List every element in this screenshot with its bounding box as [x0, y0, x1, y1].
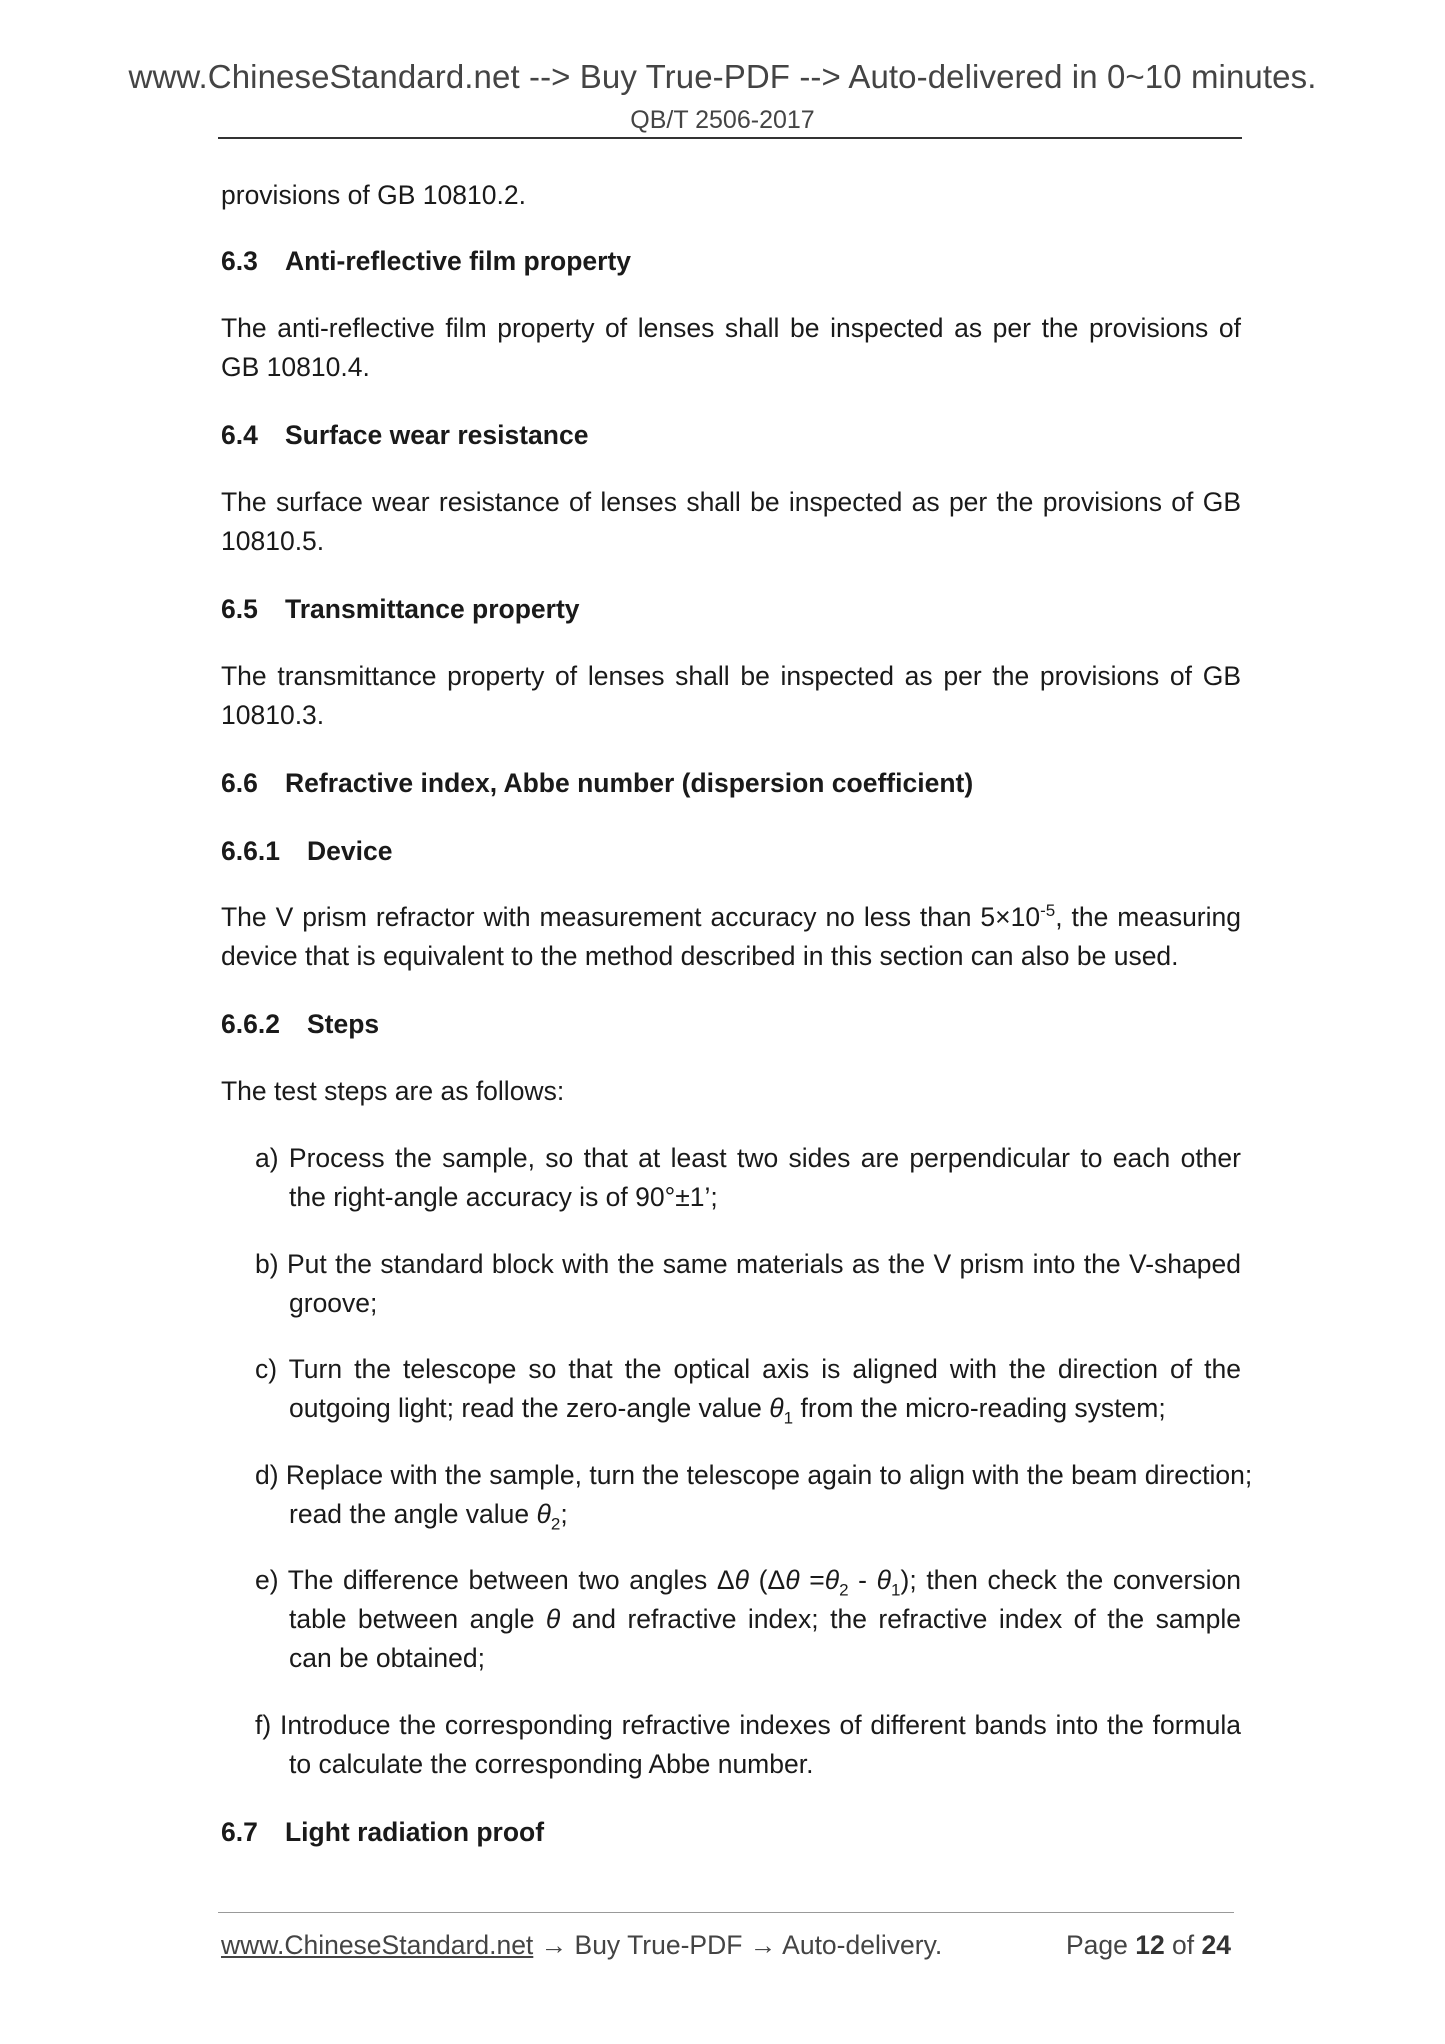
of-word: of — [1164, 1930, 1202, 1960]
heading-number: 6.5 — [221, 594, 258, 624]
subscript: 1 — [783, 1408, 794, 1428]
subscript: 2 — [550, 1514, 561, 1534]
footer-promo-text: → Buy True-PDF → Auto-delivery. — [533, 1930, 943, 1960]
heading-number: 6.6.1 — [221, 836, 280, 866]
step-d — [255, 1456, 1255, 1534]
heading-title: Light radiation proof — [285, 1817, 545, 1847]
heading-title: Steps — [307, 1009, 380, 1039]
subscript: 2 — [839, 1580, 849, 1600]
heading-6-6 — [221, 764, 973, 803]
paragraph-6-4: The surface wear resistance of lenses shall be inspected as per the provisions of GB 10810.5. — [221, 487, 1241, 556]
page-number: 12 — [1135, 1930, 1165, 1960]
heading-title: Anti-reflective film property — [285, 246, 632, 276]
standard-code: QB/T 2506-2017 — [630, 106, 815, 134]
step-f: f) Introduce the corresponding refractive indexes of different bands into the formula to calculate the corresponding Abbe number. — [255, 1710, 1241, 1779]
text-run: (Δ — [749, 1565, 786, 1595]
heading-6-6-2 — [221, 1005, 379, 1044]
text-run: and refractive index; the refractive index of the sample can be obtained; — [289, 1604, 1241, 1673]
heading-number: 6.6 — [221, 768, 258, 798]
text-run: c) Turn the telescope so that the optical axis is aligned with the direction of the outgoing light; read the zero-angle value — [255, 1354, 1241, 1423]
header-divider — [218, 137, 1242, 139]
text-run: e) The difference between two angles Δ — [255, 1565, 735, 1595]
heading-6-7 — [221, 1813, 544, 1852]
paragraph-6-6-2: The test steps are as follows: — [221, 1076, 565, 1106]
heading-title: Transmittance property — [285, 594, 580, 624]
paragraph-6-3: The anti-reflective film property of lenses shall be inspected as per the provisions of GB 10810.4. — [221, 313, 1241, 382]
intro-paragraph: provisions of GB 10810.2. — [221, 180, 526, 210]
theta-symbol: θ — [536, 1499, 551, 1529]
header-banner: www.ChineseStandard.net --> Buy True-PDF --> Auto-delivered in 0~10 minutes. — [128, 58, 1317, 95]
text-run: , the measuring device that is equivalent to the method described in this section can also be used. — [221, 902, 1241, 971]
step-e — [255, 1561, 1241, 1678]
text-run: d) Replace with the sample, turn the telescope again to align with the beam direction; read the angle value — [255, 1460, 1253, 1529]
theta-symbol: θ — [545, 1604, 561, 1634]
page-word: Page — [1065, 1930, 1136, 1960]
theta-symbol: θ — [876, 1565, 892, 1595]
theta-symbol: θ — [785, 1565, 800, 1595]
footer-link[interactable]: www.ChineseStandard.net — [221, 1930, 534, 1960]
theta-symbol: θ — [769, 1393, 784, 1423]
page-indicator — [1066, 1930, 1231, 1961]
footer-promo — [221, 1930, 942, 1961]
page-total: 24 — [1201, 1930, 1231, 1960]
text-run: ); then check the conversion table between angle — [289, 1565, 1241, 1634]
heading-number: 6.6.2 — [221, 1009, 280, 1039]
theta-symbol: θ — [734, 1565, 750, 1595]
step-b: b) Put the standard block with the same materials as the V prism into the V-shaped groove; — [255, 1249, 1241, 1318]
footer-divider — [218, 1912, 1234, 1913]
heading-number: 6.7 — [221, 1817, 258, 1847]
text-run: from the micro-reading system; — [793, 1393, 1166, 1423]
heading-number: 6.3 — [221, 246, 258, 276]
heading-6-4 — [221, 416, 588, 455]
heading-title: Surface wear resistance — [285, 420, 589, 450]
text-run: The V prism refractor with measurement accuracy no less than 5×10 — [221, 902, 1041, 932]
text-run: = — [799, 1565, 825, 1595]
step-c — [255, 1350, 1241, 1428]
paragraph-6-6-1 — [221, 898, 1241, 976]
heading-number: 6.4 — [221, 420, 258, 450]
text-run: ; — [560, 1499, 568, 1529]
heading-title: Refractive index, Abbe number (dispersion coefficient) — [285, 768, 974, 798]
text-run: - — [848, 1565, 877, 1595]
heading-6-5 — [221, 590, 580, 629]
heading-6-6-1 — [221, 832, 392, 871]
step-a: a) Process the sample, so that at least two sides are perpendicular to each other the right-angle accuracy is of 90°±1’; — [255, 1143, 1241, 1212]
subscript: 1 — [891, 1580, 901, 1600]
paragraph-6-5: The transmittance property of lenses shall be inspected as per the provisions of GB 10810.3. — [221, 661, 1241, 730]
superscript: -5 — [1040, 901, 1056, 921]
heading-6-3 — [221, 242, 631, 281]
heading-title: Device — [307, 836, 393, 866]
theta-symbol: θ — [824, 1565, 840, 1595]
